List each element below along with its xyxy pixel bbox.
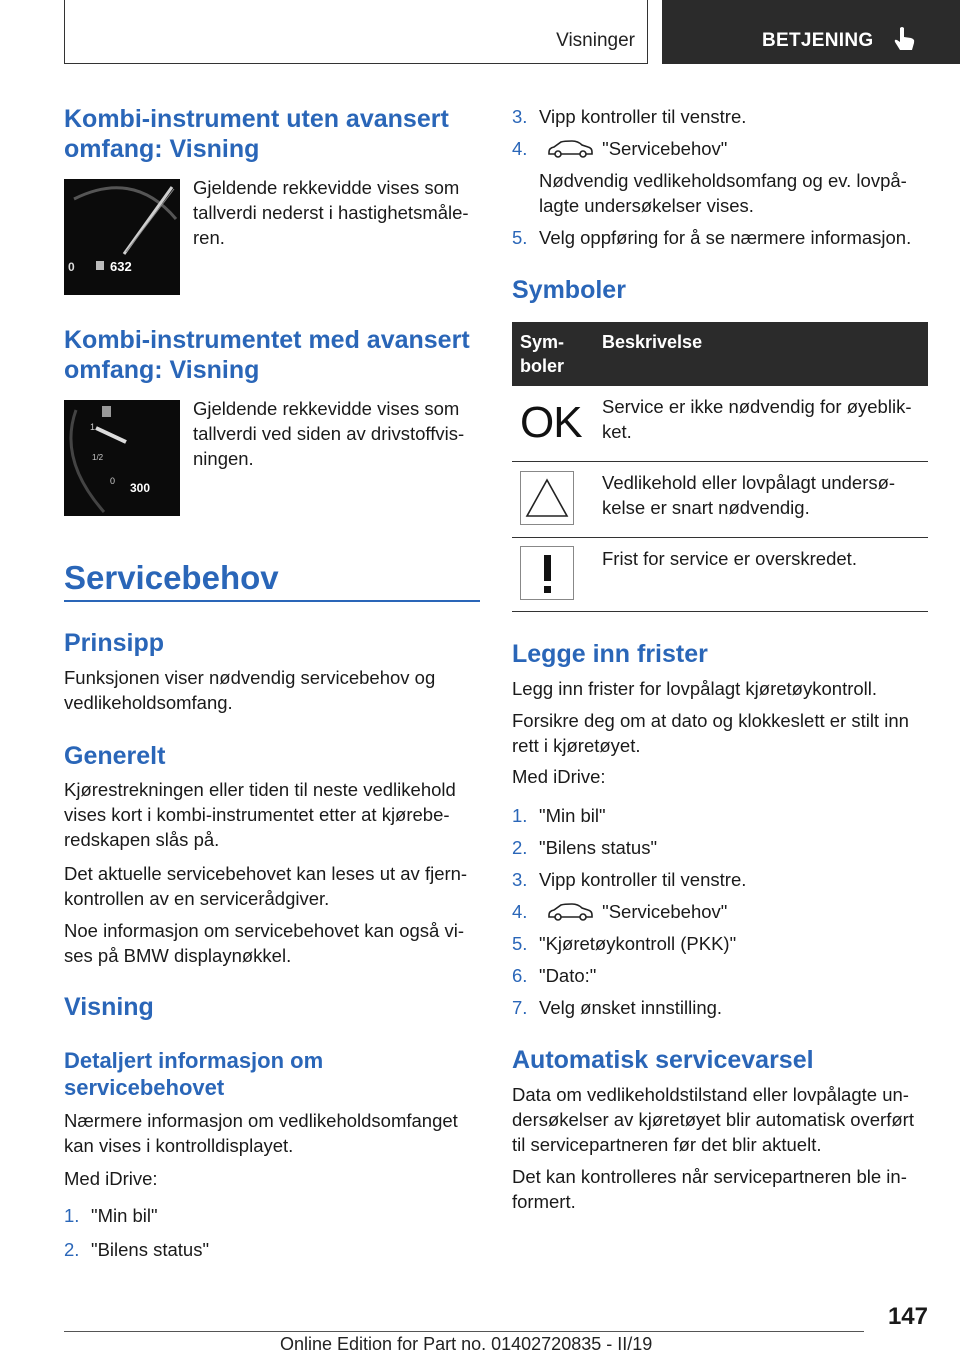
servicebehov-heading: Servicebehov <box>64 559 279 596</box>
step-text: Velg oppføring for å se nærmere informasjon. <box>539 227 912 248</box>
text-line: vedlikeholdsomfang. <box>64 692 233 713</box>
auto-paragraph-2 <box>512 1164 932 1214</box>
list-item <box>512 104 746 129</box>
text-line: Vedlikehold eller lovpålagt undersø- <box>602 472 896 493</box>
column-header-description: Beskrivelse <box>602 332 703 352</box>
generelt-paragraph-3 <box>64 918 484 968</box>
list-item-continuation <box>512 168 907 193</box>
list-item <box>64 1203 158 1228</box>
legge-paragraph-2 <box>512 708 932 758</box>
svg-text:1: 1 <box>90 422 96 432</box>
table-row-description <box>602 470 928 520</box>
column-header-symbol <box>520 330 564 378</box>
step-number: 5. <box>512 227 528 248</box>
prinsipp-heading: Prinsipp <box>64 629 165 657</box>
table-row-description: Frist for service er overskredet. <box>602 548 857 569</box>
heading-rule <box>64 600 480 602</box>
text-line: redskapen slås på. <box>64 829 220 850</box>
list-item-continuation <box>512 193 754 218</box>
text-line: ningen. <box>193 448 254 469</box>
auto-heading: Automatisk servicevarsel <box>512 1046 814 1074</box>
text-line: rett i kjøretøyet. <box>512 735 641 756</box>
list-item: 5. "Kjøretøykontroll (PKK)" <box>512 933 737 954</box>
table-header <box>512 322 928 386</box>
text-line: kan vises i kontrolldisplayet. <box>64 1135 294 1156</box>
list-item: 4. "Servicebehov" <box>512 901 728 922</box>
text-line: Det aktuelle servicebehovet kan leses ut av fjern- <box>64 863 468 884</box>
table-row-divider <box>512 537 928 538</box>
text-line: tallverdi ved siden av drivstoffvis- <box>193 423 465 444</box>
detalj-heading <box>64 1047 484 1101</box>
text-line: Kjørestrekningen eller tiden til neste vedlikehold <box>64 779 456 800</box>
list-item: 2. "Bilens status" <box>512 837 658 858</box>
detalj-text <box>64 1108 484 1158</box>
text-line: tallverdi nederst i hastighetsmåle- <box>193 202 469 223</box>
text-line: formert. <box>512 1191 576 1212</box>
list-item: 3. Vipp kontroller til venstre. <box>512 869 747 890</box>
step-text: Nødvendig vedlikeholdsomfang og ev. lovpå- <box>539 170 907 191</box>
chapter-title: BETJENING <box>762 30 874 51</box>
gauge-range-value: 632 <box>110 259 132 274</box>
step-text: "Bilens status" <box>91 1239 210 1260</box>
list-item: 7. Velg ønsket innstilling. <box>512 997 723 1018</box>
text-line: ket. <box>602 421 632 442</box>
hand-pointer-icon <box>894 26 916 52</box>
kombi2-gauge-image <box>64 400 180 516</box>
text-line: Gjeldende rekkevidde vises som <box>193 398 460 419</box>
text-line: Nærmere informasjon om vedlikeholdsomfanget <box>64 1110 458 1131</box>
generelt-paragraph-2 <box>64 861 484 911</box>
warning-triangle-icon <box>520 471 574 525</box>
legge-heading: Legge inn frister <box>512 640 708 668</box>
svg-text:0: 0 <box>110 476 116 486</box>
text-line: Funksjonen viser nødvendig servicebehov og <box>64 667 436 688</box>
speedometer-graphic <box>64 179 180 295</box>
text-line: Gjeldende rekkevidde vises som <box>193 177 460 198</box>
exclamation-icon <box>520 546 574 600</box>
table-row-divider <box>512 461 928 462</box>
generelt-heading: Generelt <box>64 742 166 770</box>
step-text: "Min bil" <box>91 1205 158 1226</box>
footer-rule <box>64 1331 864 1332</box>
kombi1-gauge-image <box>64 179 180 295</box>
heading-line: servicebehovet <box>64 1075 225 1100</box>
gauge-range-value: 300 <box>130 481 151 495</box>
text-line: dersøkelser av kjøretøyet blir automatisk overført <box>512 1109 914 1130</box>
text-line: kontrollen av en servicerådgiver. <box>64 888 330 909</box>
text-line: Noe informasjon om servicebehovet kan også vi- <box>64 920 464 941</box>
table-row-divider <box>512 611 928 612</box>
text-line: Forsikre deg om at dato og klokkeslett er stilt inn <box>512 710 909 731</box>
text-line: ses på BMW displaynøkkel. <box>64 945 292 966</box>
text-line: Service er ikke nødvendig for øyeblik- <box>602 396 912 417</box>
ok-symbol: OK <box>520 398 582 447</box>
list-item <box>512 136 727 161</box>
text-line: kelse er snart nødvendig. <box>602 497 810 518</box>
header-section-box <box>64 0 648 64</box>
heading-line: Detaljert informasjon om <box>64 1048 324 1073</box>
text-line: Det kan kontrolleres når servicepartneren ble in- <box>512 1166 907 1187</box>
kombi2-heading: Kombi-instrumentet med avansert omfang: Visning <box>64 326 470 384</box>
text-line: til servicepartneren før det blir aktuelt. <box>512 1134 822 1155</box>
list-item: 1. "Min bil" <box>512 805 606 826</box>
med-idrive-label: Med iDrive: <box>64 1168 158 1189</box>
car-icon <box>546 139 594 159</box>
step-number: 4. <box>512 138 528 159</box>
auto-paragraph-1 <box>512 1082 932 1157</box>
list-item <box>64 1237 209 1262</box>
step-text: lagte undersøkelser vises. <box>539 195 754 216</box>
legge-paragraph-1: Legg inn frister for lovpålagt kjøretøykontroll. <box>512 678 878 699</box>
header-line: Sym- <box>520 332 565 352</box>
header-chapter-box <box>662 0 960 64</box>
section-title: Visninger <box>556 30 635 51</box>
header-line: boler <box>520 356 565 376</box>
kombi1-description <box>193 175 483 250</box>
step-number: 2. <box>64 1239 80 1260</box>
kombi2-description <box>193 396 483 471</box>
symboler-heading: Symboler <box>512 276 626 304</box>
step-text: "Servicebehov" <box>602 138 728 159</box>
generelt-paragraph-1 <box>64 777 484 852</box>
kombi1-heading: Kombi-instrument uten avansert omfang: Visning <box>64 105 449 163</box>
fuel-gauge-graphic <box>64 400 180 516</box>
list-item <box>512 225 911 250</box>
text-line: ren. <box>193 227 225 248</box>
prinsipp-text <box>64 665 484 715</box>
step-number: 1. <box>64 1205 80 1226</box>
step-text: Vipp kontroller til venstre. <box>539 106 747 127</box>
visning-heading: Visning <box>64 993 154 1021</box>
table-row-description <box>602 394 928 444</box>
svg-text:1/2: 1/2 <box>92 453 104 462</box>
text-line: vises kort i kombi-instrumentet etter at kjørebe- <box>64 804 450 825</box>
gauge-zero-label: 0 <box>68 260 75 274</box>
step-number: 3. <box>512 106 528 127</box>
list-item: 6. "Dato:" <box>512 965 597 986</box>
car-icon <box>546 902 594 922</box>
med-idrive-label: Med iDrive: <box>512 766 606 787</box>
page-number: 147 <box>887 1303 928 1330</box>
text-line: Data om vedlikeholdstilstand eller lovpålagte un- <box>512 1084 909 1105</box>
edition-text: Online Edition for Part no. 01402720835 - II/19 <box>280 1334 653 1354</box>
